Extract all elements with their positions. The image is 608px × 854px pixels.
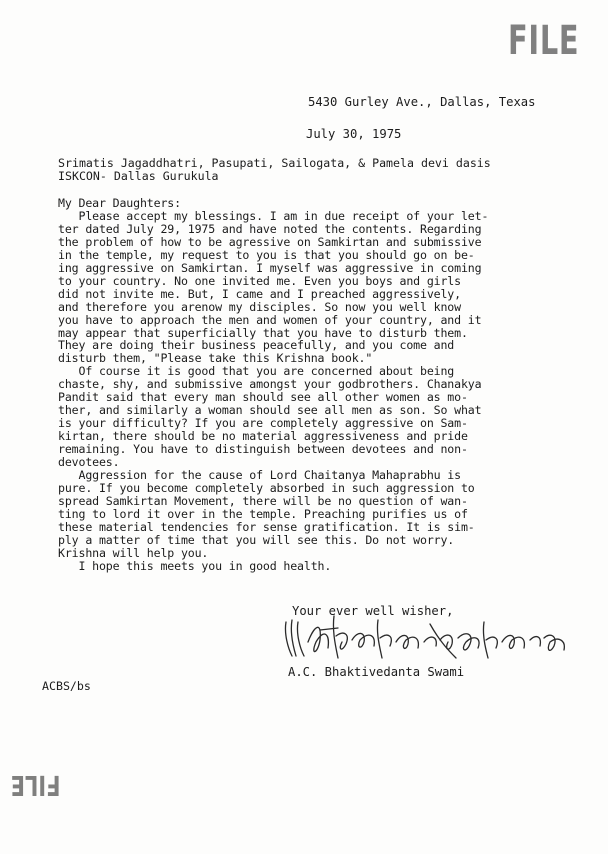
body-line: spread Samkirtan Movement, there will be no question of wan- [58,493,468,508]
body-line: ply a matter of time that you will see this. Do not worry. [58,532,455,547]
body-line: ther, and similarly a woman should see all men as son. So what [58,403,482,418]
body-line: Please accept my blessings. I am in due receipt of your let- [58,208,489,223]
body-line: did not invite me. But, I came and I preached aggressively, [58,286,461,301]
file-stamp-bottom: FILE [10,769,61,802]
body-line: kirtan, there should be no material aggressiveness and pride [58,429,468,444]
body-line: is your difficulty? If you are completely aggressive on Sam- [58,416,468,431]
body-line: devotees. [58,455,120,470]
body-line: ing aggressive on Samkirtan. I myself was aggressive in coming [58,260,482,275]
recipient-location: ISKCON- Dallas Gurukula [58,169,219,183]
body-line: pure. If you become completely absorbed in such aggression to [58,480,475,495]
body-line: Krishna will help you. [58,545,209,560]
body-line: disturb them, "Please take this Krishna book." [58,351,373,366]
body-line: in the temple, my request to you is that you should go on be- [58,247,475,262]
body-line: Of course it is good that you are concerned about being [58,364,455,379]
handwritten-signature [280,612,580,664]
letter-body [58,197,603,573]
recipient-names: Srimatis Jagaddhatri, Pasupati, Sailogata, & Pamela devi dasis [58,156,491,170]
body-line: these material tendencies for sense gratification. It is sim- [58,519,475,534]
typist-initials: ACBS/bs [42,679,91,693]
signatory-name: A.C. Bhaktivedanta Swami [288,665,465,679]
body-line: the problem of how to be agressive on Samkirtan and submissive [58,234,482,249]
body-line: ting to lord it over in the temple. Preaching purifies us of [58,506,468,521]
body-line: to your country. No one invited me. Even you boys and girls [58,273,461,288]
sender-address: 5430 Gurley Ave., Dallas, Texas [308,95,536,109]
letter-date: July 30, 1975 [306,127,402,141]
body-line: may appear that superficially that you have to disturb them. [58,325,468,340]
body-line: chaste, shy, and submissive amongst your godbrothers. Chanakya [58,377,482,392]
body-line: My Dear Daughters: [58,196,181,210]
body-line: Aggression for the cause of Lord Chaitanya Mahaprabhu is [58,468,461,483]
body-line: and therefore you arenow my disciples. So now you well know [58,299,461,314]
file-stamp-top: FILE [508,18,580,64]
body-line: I hope this meets you in good health. [58,558,332,573]
body-line: Pandit said that every man should see all other women as mo- [58,390,468,405]
body-line: ter dated July 29, 1975 and have noted the contents. Regarding [58,221,482,236]
body-line: They are doing their business peacefully, and you come and [58,338,455,353]
body-line: you have to approach the men and women of your country, and it [58,312,482,327]
valediction: Your ever well wisher, [292,604,454,618]
body-line: remaining. You have to distinguish between devotees and non- [58,442,468,457]
